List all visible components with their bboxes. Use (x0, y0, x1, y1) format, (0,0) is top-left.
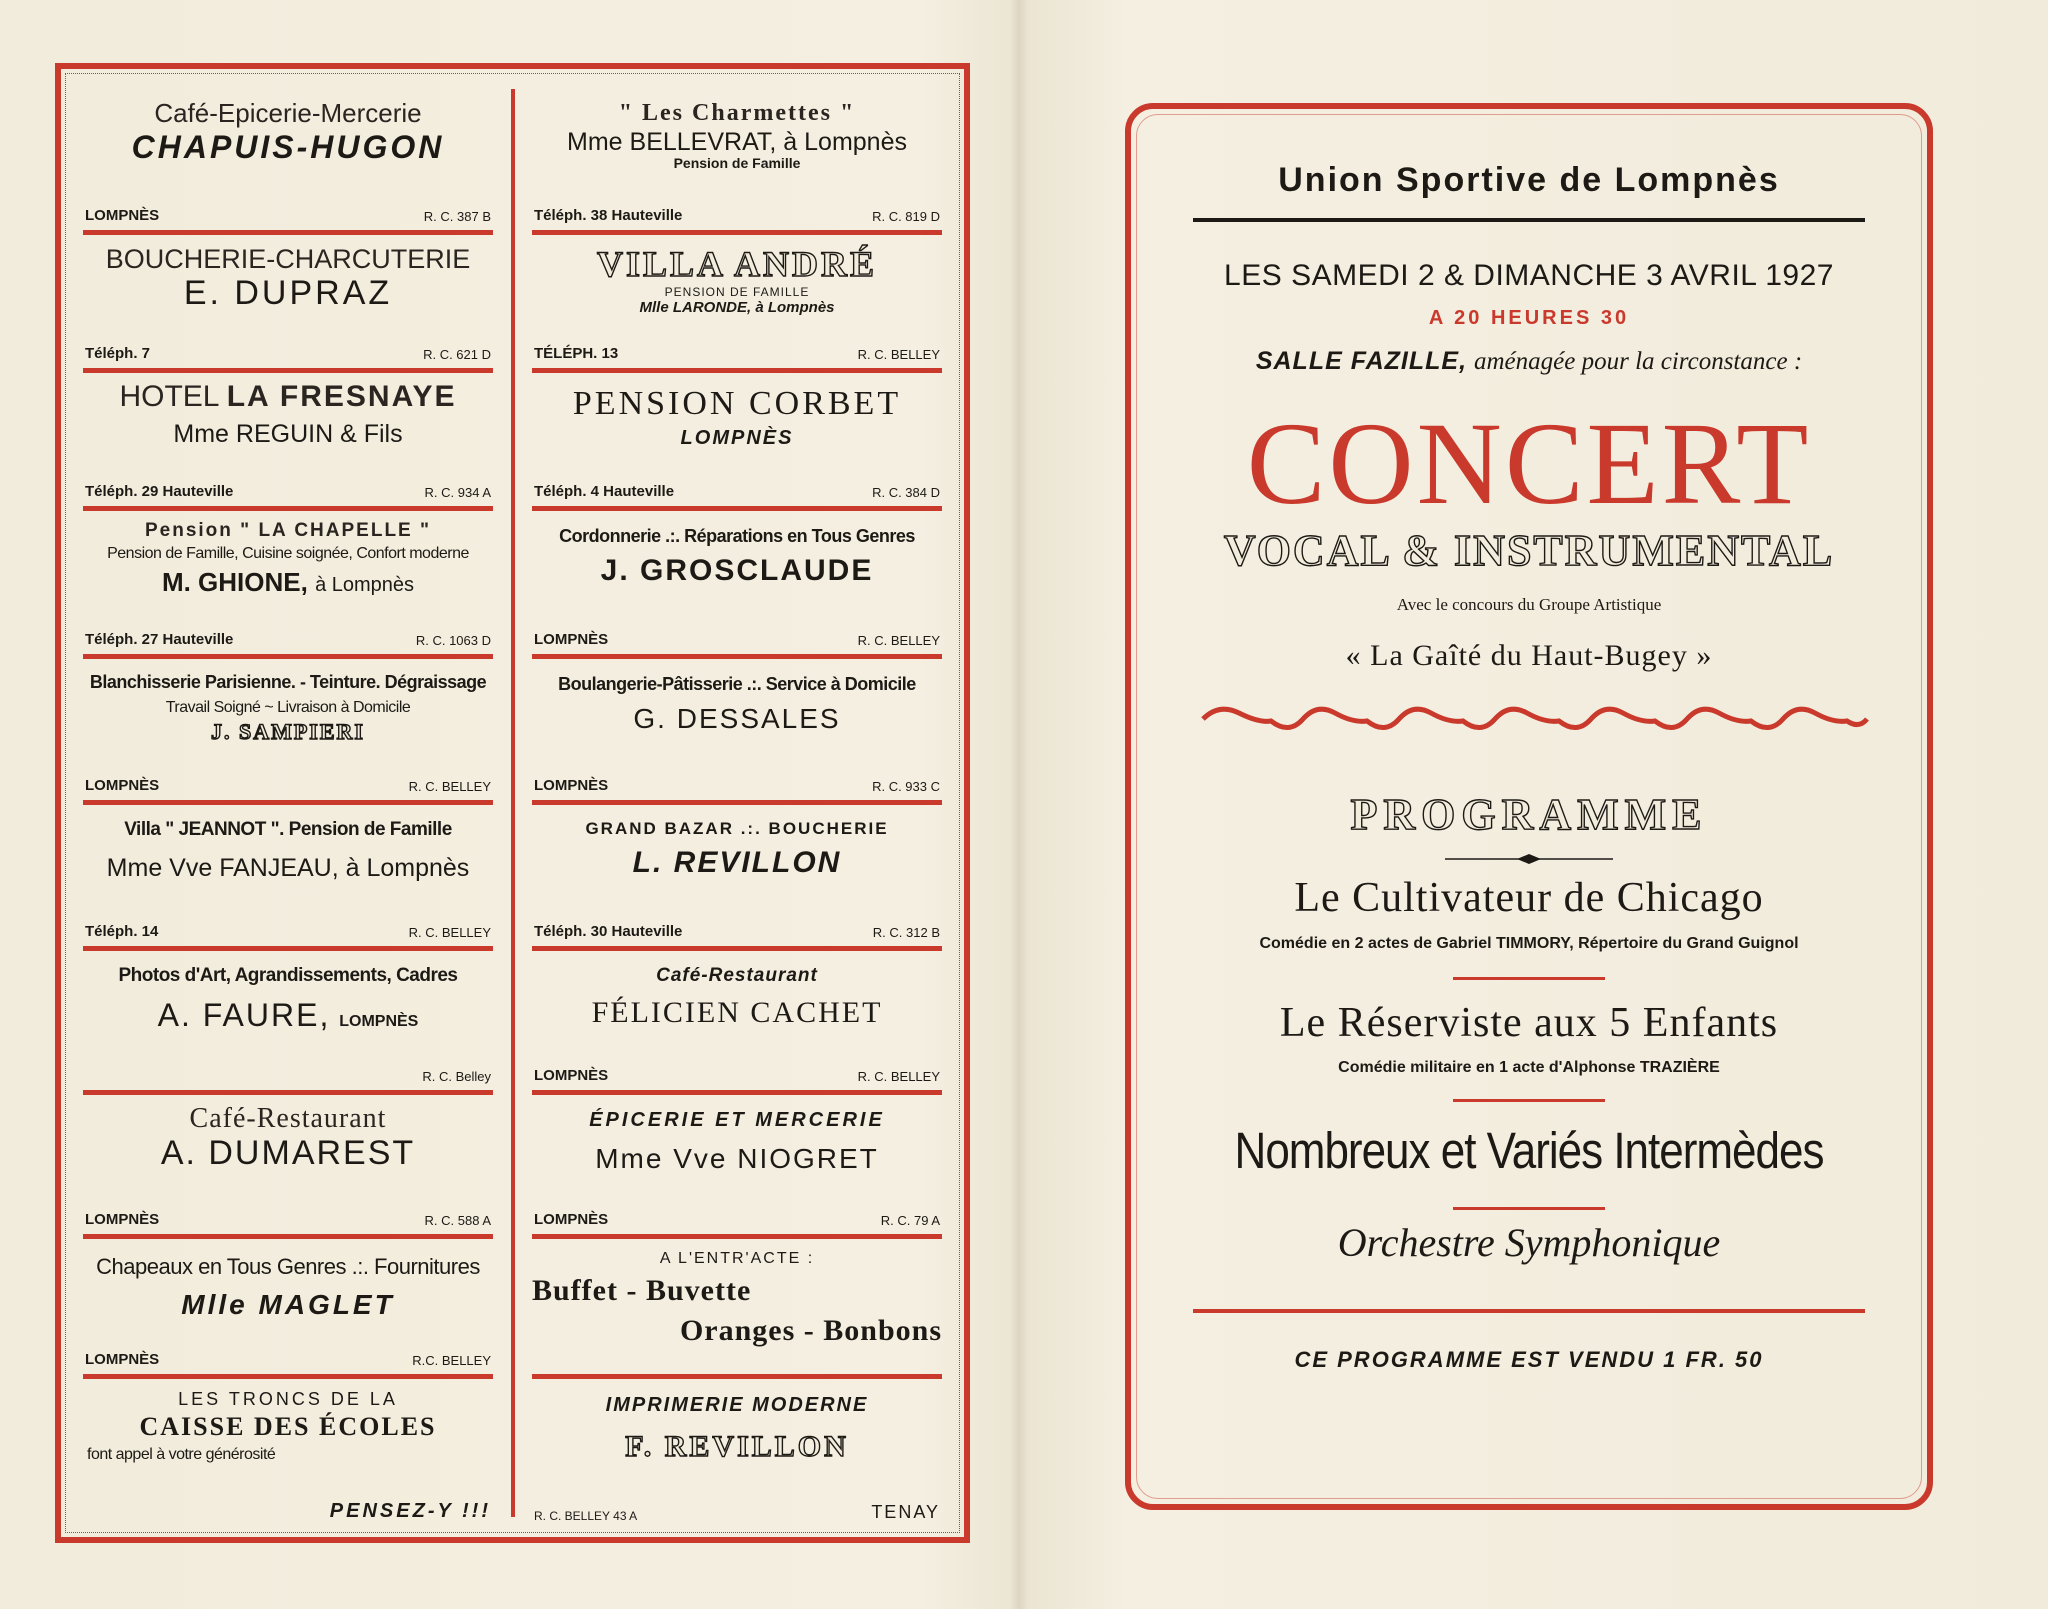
ad-dupraz (83, 235, 493, 373)
ad-foot-left: LOMPNÈS (534, 1067, 609, 1084)
ad-trade: Café-Restaurant (656, 965, 818, 986)
ad-niogret (532, 1095, 942, 1239)
ad-owner: Mlle LARONDE, à Lompnès (639, 299, 835, 316)
ad-foot-right: R. C. 79 A (880, 1213, 940, 1228)
ad-foot-left: Téléph. 29 Hauteville (85, 483, 234, 500)
ad-foot-left: LOMPNÈS (534, 777, 609, 794)
ad-foot-left: Téléph. 27 Hauteville (85, 631, 234, 648)
ad-name: F. REVILLON (625, 1430, 849, 1463)
play-1-title: Le Cultivateur de Chicago (1294, 875, 1764, 921)
ad-name: G. DESSALES (633, 703, 841, 734)
ad-foot-left: LOMPNÈS (534, 631, 609, 648)
ad-foot-left: LOMPNÈS (534, 1211, 609, 1228)
programme-page (1125, 103, 1933, 1510)
ad-trade: Blanchisserie Parisienne. - Teinture. Dégraissage (89, 672, 487, 692)
ad-foot-right: R. C. Belley (422, 1069, 491, 1084)
ad-desc: Pension de Famille (673, 155, 801, 171)
ad-faure (83, 951, 493, 1095)
ad-location: à Lompnès (315, 574, 415, 596)
separator-red-2 (1453, 1099, 1605, 1102)
event-venue (1131, 347, 1927, 376)
programme-heading: PROGRAMME (1350, 790, 1708, 839)
ad-cachet (532, 951, 942, 1095)
ad-les-charmettes (532, 89, 942, 235)
ad-entracte (532, 1239, 942, 1379)
ad-foot-left: LOMPNÈS (85, 207, 160, 224)
ad-trade: A L'ENTR'ACTE : (659, 1250, 815, 1267)
ad-name: J. SAMPIERI (210, 719, 365, 744)
column-divider (511, 89, 515, 1517)
collaboration-note: Avec le concours du Groupe Artistique (1396, 595, 1662, 614)
ad-owner: Mme BELLEVRAT, à Lompnès (567, 128, 907, 156)
ad-trade: ÉPICERIE ET MERCERIE (589, 1109, 885, 1131)
ad-trade: Boulangerie-Pâtisserie .:. Service à Domicile (558, 674, 916, 694)
ad-name: " Les Charmettes " (618, 100, 856, 126)
ad-line-2: Oranges - Bonbons (679, 1314, 942, 1347)
concert-title: CONCERT (1246, 398, 1812, 529)
ad-trade: BOUCHERIE-CHARCUTERIE (105, 244, 471, 274)
ad-foot-left: Téléph. 4 Hauteville (534, 483, 675, 500)
ad-foot-right: R. C. 588 A (424, 1213, 491, 1228)
event-dates: LES SAMEDI 2 & DIMANCHE 3 AVRIL 1927 (1224, 259, 1834, 292)
ad-villa-andre (532, 235, 942, 373)
ad-foot-left: TÉLÉPH. 13 (534, 345, 619, 362)
scroll-ornament (1199, 699, 1871, 739)
advertisement-page (55, 63, 970, 1543)
ad-desc: Travail Soigné ~ Livraison à Domicile (165, 699, 411, 716)
ad-name: Mme Vve NIOGRET (595, 1143, 879, 1174)
orchestra-title: Orchestre Symphonique (1337, 1220, 1721, 1265)
concert-subtitle: VOCAL & INSTRUMENTAL (1223, 526, 1835, 575)
ad-name: PENSION CORBET (572, 385, 902, 422)
ad-desc: PENSION DE FAMILLE (664, 285, 810, 299)
ad-name: CAISSE DES ÉCOLES (139, 1412, 437, 1441)
separator-red-3 (1453, 1207, 1605, 1210)
ad-name: CHAPUIS-HUGON (131, 129, 445, 165)
ad-desc: Pension de Famille, Cuisine soignée, Confort moderne (107, 545, 469, 562)
organizer-title: Union Sportive de Lompnès (1278, 161, 1780, 199)
ad-trade: Café-Restaurant (189, 1103, 387, 1134)
ad-name: M. GHIONE, (161, 567, 308, 597)
ad-name: LA FRESNAYE (226, 380, 457, 413)
ad-foot-left: LOMPNÈS (85, 1351, 160, 1368)
ad-foot-right: R. C. 1063 D (415, 633, 491, 648)
ad-trade: Chapeaux en Tous Genres .:. Fournitures (96, 1254, 480, 1279)
ad-desc: font appel à votre générosité (87, 1446, 276, 1463)
ad-name: J. GROSCLAUDE (600, 554, 874, 587)
ad-foot-right: TENAY (871, 1502, 940, 1522)
ad-foot-right: R. C. 384 D (872, 485, 940, 500)
ad-foot-right: R. C. 621 D (423, 347, 491, 362)
price-note: CE PROGRAMME EST VENDU 1 FR. 50 (1294, 1347, 1764, 1372)
event-hour: A 20 HEURES 30 (1428, 307, 1630, 329)
venue-note: aménagée pour la circonstance : (1474, 348, 1803, 375)
ad-trade: GRAND BAZAR .:. BOUCHERIE (585, 819, 889, 838)
ad-foot-right: R. C. 312 B (872, 925, 940, 940)
ad-chapuis-hugon (83, 89, 493, 235)
separator-red-1 (1453, 977, 1605, 980)
ad-maglet (83, 1239, 493, 1379)
ad-l-revillon (532, 805, 942, 951)
ad-location: LOMPNÈS (680, 427, 794, 449)
ad-name: Mlle MAGLET (181, 1289, 395, 1320)
ad-foot-right: R. C. BELLEY (408, 779, 491, 794)
ad-foot-left: Téléph. 7 (85, 345, 151, 362)
ad-name: E. DUPRAZ (183, 274, 393, 312)
ad-grosclaude (532, 511, 942, 659)
ad-name: L. REVILLON (632, 846, 842, 879)
ad-foot-left: Téléph. 30 Hauteville (534, 923, 683, 940)
ad-name: A. DUMAREST (160, 1134, 416, 1172)
ad-dumarest (83, 1095, 493, 1239)
play-1-credit: Comédie en 2 actes de Gabriel TIMMORY, Répertoire du Grand Guignol (1259, 935, 1799, 952)
ad-foot-right: R. C. BELLEY (857, 347, 940, 362)
venue-name: SALLE FAZILLE, (1255, 347, 1468, 375)
ad-foot-left: LOMPNÈS (85, 1211, 160, 1228)
ad-owner: Mme Vve FANJEAU, à Lompnès (106, 854, 470, 882)
group-name: « La Gaîté du Haut-Bugey » (1345, 639, 1713, 672)
ad-trade: LES TRONCS DE LA (178, 1389, 398, 1409)
center-fold (1010, 0, 1028, 1609)
ad-pension-corbet (532, 373, 942, 511)
ads-column-right (532, 89, 942, 1523)
ad-trade: Pension " LA CHAPELLE " (144, 520, 432, 541)
ad-trade: Cordonnerie .:. Réparations en Tous Genres (559, 526, 915, 546)
play-2-credit: Comédie militaire en 1 acte d'Alphonse TRAZIÈRE (1338, 1059, 1720, 1076)
ad-foot-right: R. C. 387 B (423, 209, 491, 224)
ad-fanjeau (83, 805, 493, 951)
footer-rule (1193, 1309, 1865, 1313)
ad-name: FÉLICIEN CACHET (591, 996, 883, 1029)
ad-owner: Mme REGUIN & Fils (173, 420, 403, 448)
ad-foot-left: R. C. BELLEY 43 A (534, 1509, 638, 1523)
ad-caisse-des-ecoles (83, 1379, 493, 1529)
ad-location: LOMPNÈS (339, 1013, 419, 1030)
ad-line-1: Buffet - Buvette (532, 1274, 752, 1307)
ad-trade: Villa " JEANNOT ". Pension de Famille (124, 819, 452, 840)
ad-foot-left: LOMPNÈS (85, 777, 160, 794)
ad-prefix: HOTEL (119, 380, 219, 413)
ad-dessales (532, 659, 942, 805)
ad-foot-left: Téléph. 38 Hauteville (534, 207, 683, 224)
ad-slogan: PENSEZ-Y !!! (329, 1500, 491, 1522)
ad-foot-right: R.C. BELLEY (412, 1353, 491, 1368)
ad-imprimerie (532, 1379, 942, 1529)
ad-foot-right: R. C. BELLEY (857, 633, 940, 648)
ad-foot-right: R. C. 934 A (424, 485, 491, 500)
ad-foot-right: R. C. 819 D (872, 209, 940, 224)
ad-la-chapelle (83, 511, 493, 659)
ad-trade: IMPRIMERIE MODERNE (605, 1394, 869, 1416)
ad-foot-right: R. C. 933 C (872, 779, 940, 794)
ad-la-fresnaye (83, 373, 493, 511)
header-rule (1193, 218, 1865, 222)
play-2-title: Le Réserviste aux 5 Enfants (1279, 1000, 1779, 1046)
ad-sampieri (83, 659, 493, 805)
small-ornament-rule (1445, 853, 1613, 865)
ad-foot-right: R. C. BELLEY (857, 1069, 940, 1084)
ad-foot-right: R. C. BELLEY (408, 925, 491, 940)
ad-foot-left: Téléph. 14 (85, 923, 159, 940)
ad-name: VILLA ANDRÉ (596, 244, 878, 284)
ad-trade: Café-Epicerie-Mercerie (154, 98, 422, 128)
ads-column-left (83, 89, 493, 1522)
ad-name: A. FAURE, (157, 997, 331, 1033)
ad-trade: Photos d'Art, Agrandissements, Cadres (118, 965, 458, 986)
intermissions-title: Nombreux et Variés Intermèdes (1234, 1123, 1824, 1180)
